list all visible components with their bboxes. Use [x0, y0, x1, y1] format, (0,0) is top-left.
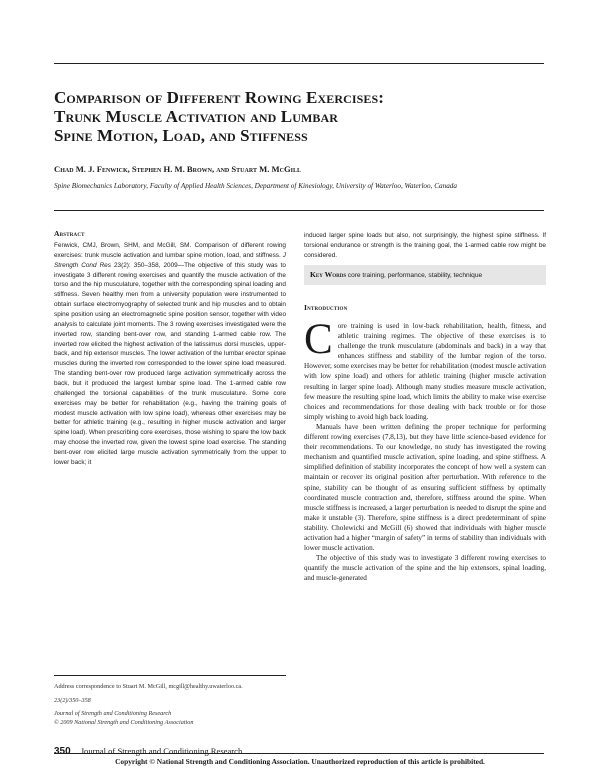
copyright-notice: Copyright © National Strength and Conditioning Association. Unauthorized reproduction of this article is prohibited. [115, 757, 485, 766]
title-line: Comparison of Different Rowing Exercises: [54, 88, 385, 107]
correspondence-address: Address correspondence to Stuart M. McGill, mcgill@healthy.uwaterloo.ca. [54, 683, 243, 690]
introduction-section [304, 303, 546, 583]
footer-journal: Journal of Strength and Conditioning Research [80, 746, 243, 756]
page-number: 350 [54, 746, 71, 757]
footnote-copyright: © 2009 National Strength and Conditioning Association [54, 718, 194, 726]
keywords-box [304, 265, 546, 285]
issue-info: 23(2)/350–358 [54, 696, 91, 704]
abstract-citation: J Strength Cond Res [54, 251, 286, 269]
abstract-continued: induced larger spine loads but also, not surprisingly, the highest spine stiffness. If torsional endurance or strength is the training goal, the 1-armed cable row might be considered. [304, 232, 546, 259]
paragraph: Core training is used in low-back rehabilitation, health, fitness, and athletic training regimes. The objective of these exercises is to challenge the trunk musculature (abdominals and back) in a way that enhances stiffness and stability of the lumbar region of the torso. However, some exercises may be better for rehabilitation (modest muscle activation with low spine load) and others for athletic training (higher muscle activation resulting in larger spine load). Although many studies measure muscle activation, few measure the resulting spine load, which limits the ability to make wise exercise choices and recommendations for those dealing with back trouble or for those simply wishing to avoid high back loading. [304, 316, 546, 421]
author-list: Chad M. J. Fenwick, Stephen H. M. Brown, and Stuart M. McGill [54, 164, 301, 174]
abstract-body: 23(2): 350–358, 2009—The objective of this study was to investigate 3 different rowing exercises and quantify the muscle activation of the torso and the hip musculature, together with the corresponding spinal loading and stiffness. Seven healthy men from a university population were instrumented to obtain surface electromyography of selected trunk and hip muscles and to obtain spine position using an electromagnetic spine position sensor, together with video analysis to calculate joint moments. The 3 rowing exercises investigated were the inverted row, standing bent-over row, and standing 1-armed cable row. The inverted row elicited the highest activation of the latissimus dorsi muscles, upper-back, and hip extensor muscles. The lower activation of the lumbar erector spinae muscles during the inverted row corresponded to the lower spine load measured. The standing bent-over row produced large activation symmetrically across the back, but it produced the largest lumbar spine load. The 1-armed cable row challenged the torsional capabilities of the trunk musculature. Some core exercises may be better for rehabilitation (e.g., having the training goals of modest muscle activation with low spine load), whereas other exercises may be better for athletic training (e.g., resulting in higher muscle activation and larger spine load). When prescribing core exercises, those wishing to spare the low back may choose the inverted row, given the lowest spine load exercise. The standing bent-over row elicited large muscle activation symmetrically from the upper to lower back; it [54, 261, 286, 466]
paragraph: The objective of this study was to investigate 3 different rowing exercises to quantify the muscle activation of the spine and the hip extensors, spinal loading, and muscle-generated [304, 554, 546, 583]
footnote-journal: Journal of Strength and Conditioning Research [54, 710, 172, 718]
introduction-body [304, 316, 546, 583]
abstract-lead: Fenwick, CMJ, Brown, SHM, and McGill, SM. Comparison of different rowing exercises: trunk muscle activation and lumbar spine motion, load, and stiffness. [54, 242, 286, 259]
affiliation: Spine Biomechanics Laboratory, Faculty of Applied Health Sciences, Department of Kinesiology, University of Waterloo, Waterloo, Canada [54, 182, 457, 190]
drop-cap: C [304, 316, 333, 363]
abstract-section [54, 229, 286, 468]
article-title [54, 88, 534, 145]
footnote-rule [54, 675, 286, 676]
paragraph: Manuals have been written defining the proper technique for performing different rowing exercises (7,8,13), but they have little science-based evidence for their recommendations. To our knowledge, no study has investigated the rowing mechanism and quantified muscle activation, spine loading, and spine stiffness. A simplified definition of stability incorporates the concept of how well a system can maintain or recover its original position after perturbation. With reference to the spine, stability can be thought of as ensuring sufficient stiffness by optimally coordinated muscle contraction and, therefore, stiffness around the spine. When muscle stiffness is increased, a larger perturbation is needed to disrupt the spine and make it unstable (3). Therefore, spine stiffness is a direct predeterminant of spine stability. Cholewicki and McGill (6) showed that individuals with higher muscle activation had a higher “margin of safety” in terms of stability than individuals with lower muscle activation. [304, 422, 546, 553]
title-line: Trunk Muscle Activation and Lumbar [54, 107, 339, 126]
header-rule [54, 210, 544, 211]
keywords-heading: Key Words [310, 270, 347, 279]
introduction-heading: Introduction [304, 303, 348, 312]
abstract-text [54, 241, 286, 468]
keywords-text: core training, performance, stability, technique [347, 272, 483, 279]
footer-rule [54, 753, 544, 754]
title-line: Spine Motion, Load, and Stiffness [54, 126, 308, 145]
abstract-heading: Abstract [54, 229, 85, 238]
top-rule [54, 63, 544, 64]
footnote [54, 683, 286, 727]
